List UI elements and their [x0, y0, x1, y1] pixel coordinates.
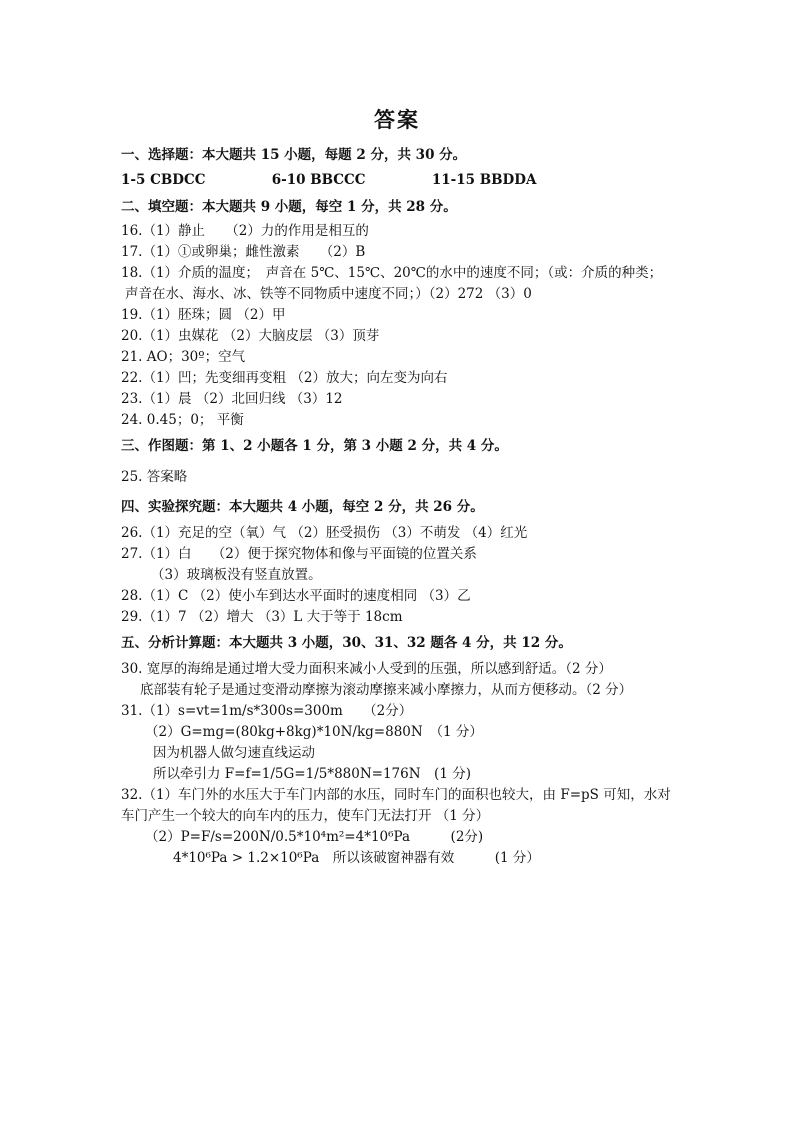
answer-line: 26.（1）充足的空（氧）气 （2）胚受损伤 （3）不萌发 （4）红光 [121, 525, 528, 541]
section-5-heading: 五、分析计算题：本大题共 3 小题，30、31、32 题各 4 分，共 12 分。 [121, 635, 572, 651]
mc-answer-group: 6-10 BBCCC [271, 172, 366, 188]
answer-line: 19.（1）胚珠；圆 （2）甲 [121, 307, 286, 323]
section-4-heading: 四、实验探究题：本大题共 4 小题，每空 2 分，共 26 分。 [121, 499, 484, 515]
answer-line: 27.（1）白 （2）便于探究物体和像与平面镜的位置关系 [121, 546, 477, 562]
answer-line: （2）G=mg=(80kg+8kg)*10N/kg=880N （1 分） [145, 724, 483, 740]
answer-line: 底部装有轮子是通过变滑动摩擦为滚动摩擦来减小摩擦力，从而方便移动。（2 分） [140, 682, 633, 698]
answer-line: 29.（1）7 （2）增大 （3）L 大于等于 18cm [121, 609, 403, 625]
section-2-heading: 二、填空题：本大题共 9 小题，每空 1 分，共 28 分。 [121, 199, 457, 215]
answer-line: 声音在水、海水、冰、铁等不同物质中速度不同；）（2）272 （3）0 [125, 286, 532, 302]
answer-line: 31.（1）s=vt=1m/s*300s=300m （2分） [121, 703, 413, 719]
answer-line: （3）玻璃板没有竖直放置。 [151, 567, 322, 583]
answer-line: （2）P=F/s=200N/0.5*10⁴m²=4*10⁶Pa (2分) [145, 829, 484, 845]
answer-line: 20.（1）虫媒花 （2）大脑皮层 （3）顶芽 [121, 328, 380, 344]
answer-line: 25. 答案略 [121, 469, 188, 485]
mc-answers-row [121, 171, 536, 189]
answer-line: 因为机器人做匀速直线运动 [153, 745, 315, 761]
answer-line: 16.（1）静止 （2）力的作用是相互的 [121, 223, 369, 239]
answer-line: 21. AO；30º；空气 [121, 349, 246, 365]
answer-line: 28.（1）C （2）使小车到达水平面时的速度相同 （3）乙 [121, 588, 471, 604]
answer-line: 32.（1）车门外的水压大于车门内部的水压，同时车门的面积也较大，由 F=pS 可知，水对 [121, 787, 671, 803]
answer-line: 30. 宽厚的海绵是通过增大受力面积来减小人受到的压强，所以感到舒适。（2 分） [121, 661, 612, 677]
answer-line: 23.（1）晨 （2）北回归线 （3）12 [121, 391, 343, 407]
answer-line: 车门产生一个较大的向车内的压力，使车门无法打开 （1 分） [121, 808, 490, 824]
answer-line: 22.（1）凹；先变细再变粗 （2）放大；向左变为向右 [121, 370, 448, 386]
answer-line: 24. 0.45；0； 平衡 [121, 412, 244, 428]
mc-answer-group: 1-5 CBDCC [121, 172, 206, 188]
answer-line: 18.（1）介质的温度； 声音在 5℃、15℃、20℃的水中的速度不同；（或：介质的种类； [121, 265, 663, 281]
page-title: 答案 [374, 107, 420, 132]
answer-line: 所以牵引力 F=f=1/5G=1/5*880N=176N (1 分) [153, 766, 471, 782]
answer-line: 17.（1）①或卵巢；雌性激素 （2）B [121, 244, 366, 260]
section-3-heading: 三、作图题：第 1、2 小题各 1 分，第 3 小题 2 分，共 4 分。 [121, 438, 508, 454]
section-1-heading: 一、选择题：本大题共 15 小题，每题 2 分，共 30 分。 [121, 147, 467, 163]
mc-answer-group: 11-15 BBDDA [431, 172, 537, 188]
answer-line: 4*10⁶Pa > 1.2×10⁶Pa 所以该破窗神器有效 (1 分） [173, 850, 540, 866]
